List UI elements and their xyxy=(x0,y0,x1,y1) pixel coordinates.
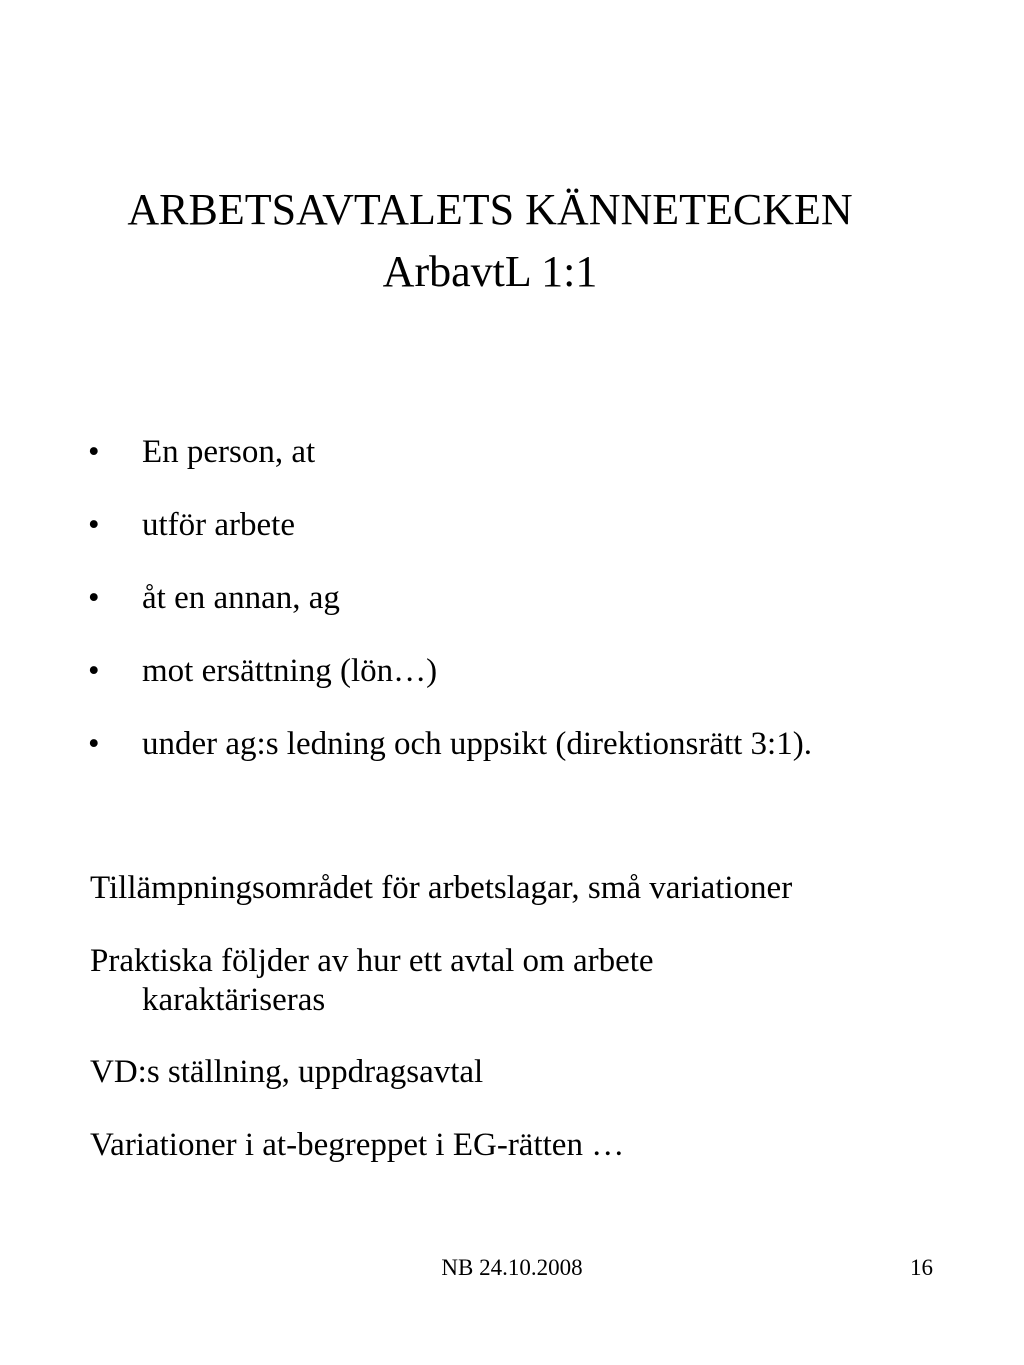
paragraph-text: VD:s ställning, uppdragsavtal xyxy=(90,1054,484,1090)
paragraph xyxy=(90,941,970,1019)
paragraph-continuation: karaktäriseras xyxy=(142,982,326,1018)
paragraph xyxy=(90,868,970,908)
bullet-icon: • xyxy=(88,726,100,762)
bullet-text: åt en annan, ag xyxy=(142,580,340,616)
bullet-item xyxy=(88,724,812,797)
slide-title: ARBETSAVTALETS KÄNNETECKEN xyxy=(127,185,853,234)
bullet-item xyxy=(88,578,812,651)
bullet-icon: • xyxy=(88,653,100,689)
bullet-item xyxy=(88,505,812,578)
paragraph-text: Praktiska följder av hur ett avtal om arbete xyxy=(90,943,654,979)
page-number: 16 xyxy=(910,1255,933,1280)
bullet-text: under ag:s ledning och uppsikt (direktionsrätt 3:1). xyxy=(142,726,812,762)
paragraph-text: Tillämpningsområdet för arbetslagar, små variationer xyxy=(90,870,793,906)
bullet-item xyxy=(88,651,812,724)
bullet-text: mot ersättning (lön…) xyxy=(142,653,438,689)
paragraph xyxy=(90,1125,970,1165)
bullet-text: En person, at xyxy=(142,434,316,470)
bullet-icon: • xyxy=(88,507,100,543)
bullet-icon: • xyxy=(88,434,100,470)
paragraph xyxy=(90,1052,970,1092)
paragraph-text: Variationer i at-begreppet i EG-rätten … xyxy=(90,1127,625,1163)
bullet-text: utför arbete xyxy=(142,507,295,543)
bullet-list xyxy=(88,432,812,797)
paragraph-list xyxy=(90,868,970,1198)
bullet-item xyxy=(88,432,812,505)
bullet-icon: • xyxy=(88,580,100,616)
slide-subtitle: ArbavtL 1:1 xyxy=(382,247,598,296)
footer-date: NB 24.10.2008 xyxy=(441,1255,583,1280)
